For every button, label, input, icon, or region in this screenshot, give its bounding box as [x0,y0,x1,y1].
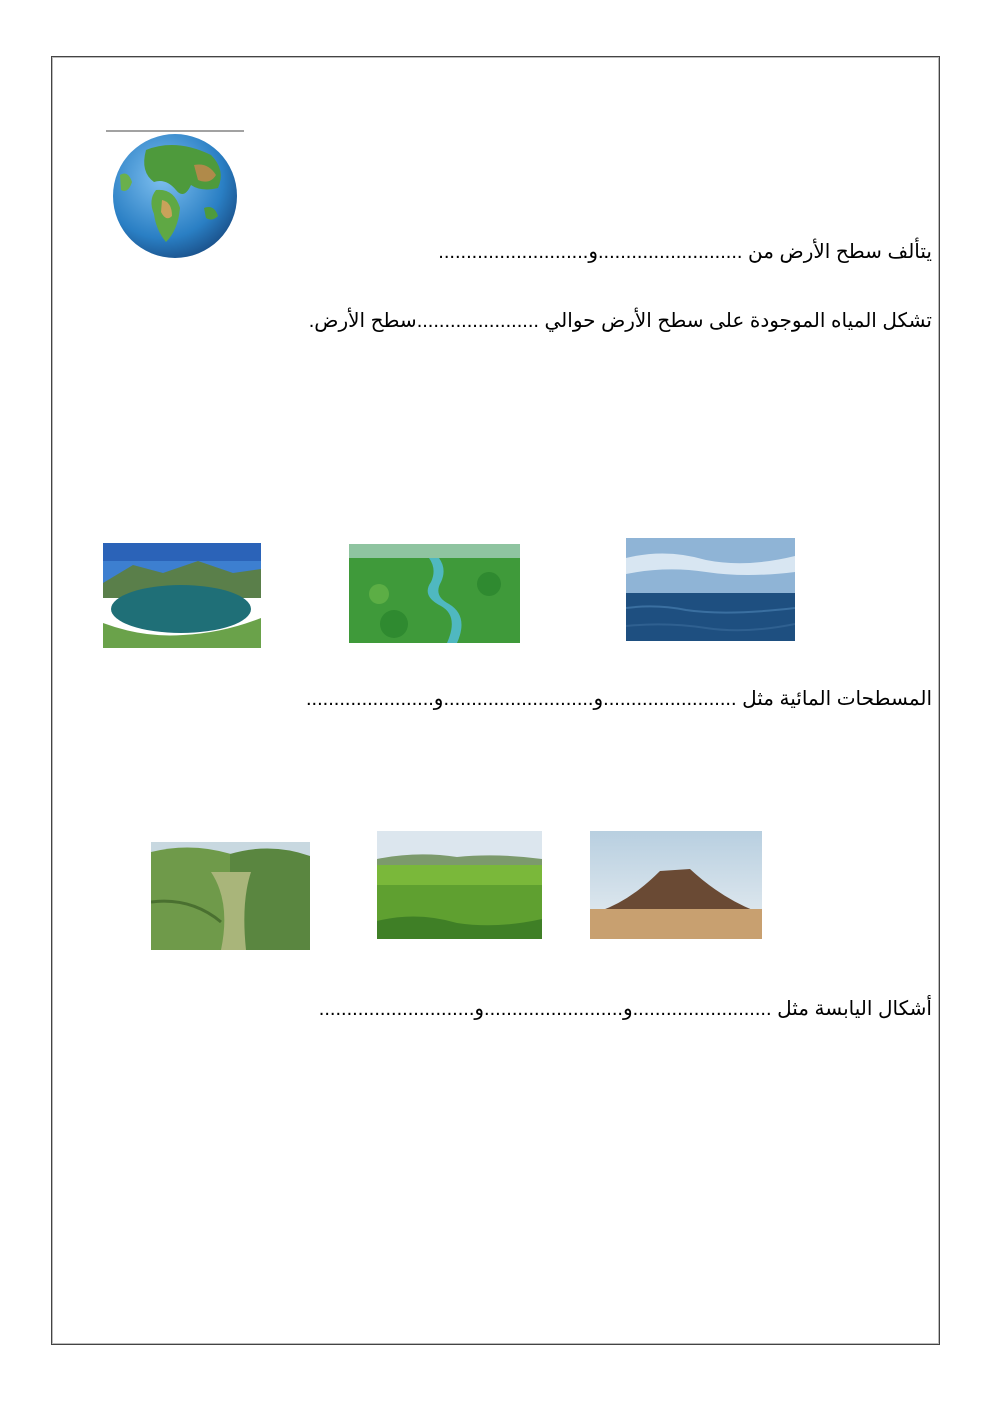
question-earth-surface: يتألف سطح الأرض من ..........................و........................... [438,241,932,263]
question-landforms: أشكال اليابسة مثل .........................و.........................و............................ [318,998,932,1020]
plain-image [377,831,542,939]
question-water-percentage: تشكل المياه الموجودة على سطح الأرض حوالي ......................سطح الأرض. [308,310,932,332]
mountain-image [590,831,762,939]
globe-image [106,130,244,258]
river-image [349,544,520,643]
ocean-image [626,538,795,641]
globe-icon [106,130,244,258]
question-water-bodies: المسطحات المائية مثل ........................و...........................و....................... [306,688,932,710]
lake-image [103,543,261,648]
valley-image [151,842,310,950]
